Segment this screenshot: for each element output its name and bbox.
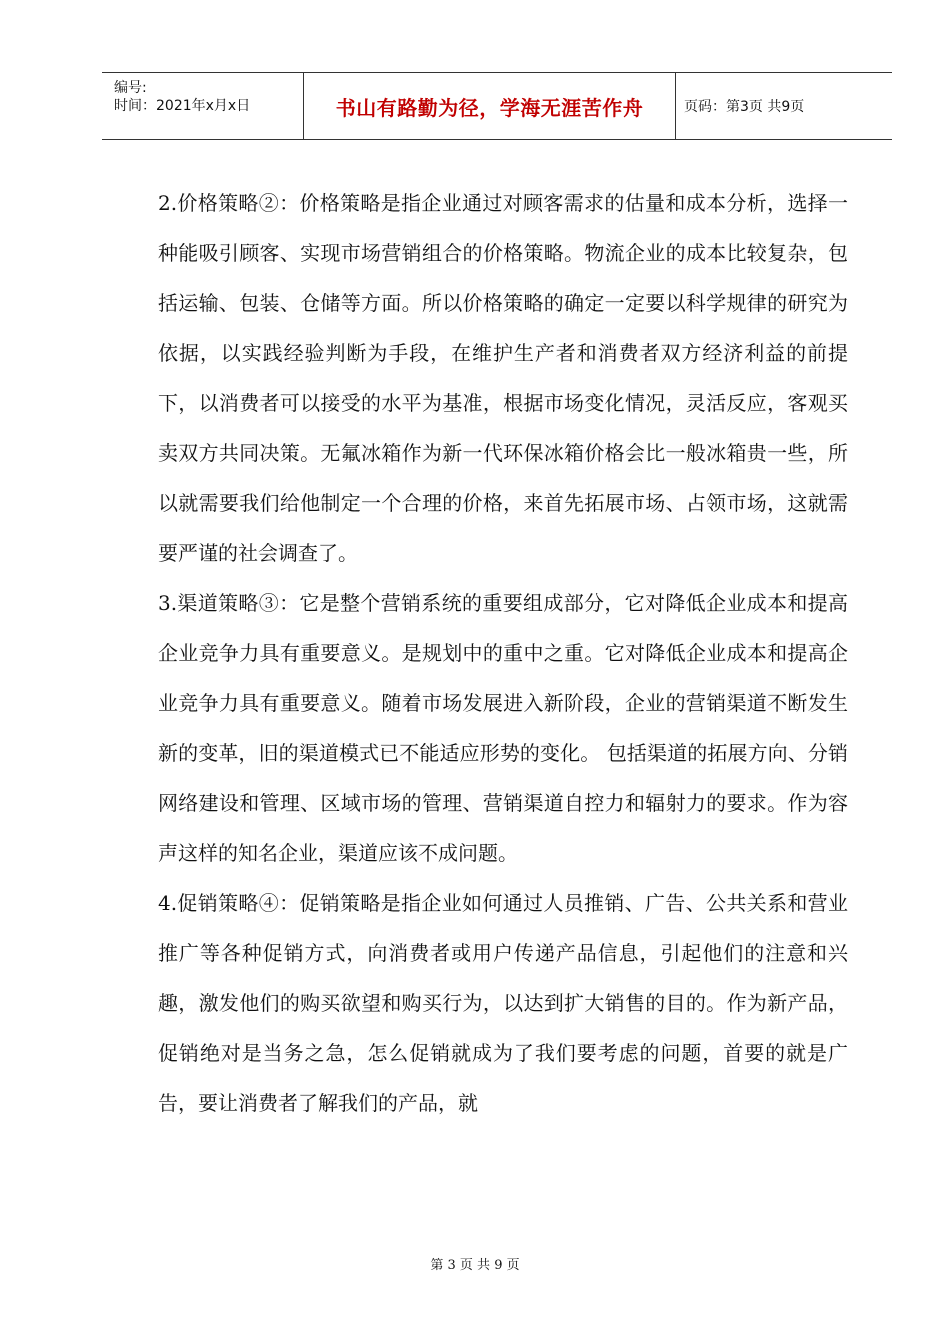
header-motto: 书山有路勤为径，学海无涯苦作舟 xyxy=(304,73,676,139)
page-footer: 第 3 页 共 9 页 xyxy=(430,1258,520,1273)
header-meta xyxy=(102,73,304,139)
paragraph-channel-strategy: 3.渠道策略③：它是整个营销系统的重要组成部分，它对降低企业成本和提高企业竞争力具有重要意义。是规划中的重中之重。它对降低企业成本和提高企业竞争力具有重要意义。随着市场发展进入新阶段，企业的营销渠道不断发生新的变革，旧的渠道模式已不能适应形势的变化。 包括渠道的拓展方向、分销网络建设和管理、区域市场的管理、营销渠道自控力和辐射力的要求。作为容声这样的知名企业，渠道应该不成问题。 xyxy=(158,591,848,865)
page-header xyxy=(102,72,892,140)
paragraph-promotion-strategy: 4.促销策略④：促销策略是指企业如何通过人员推销、广告、公共关系和营业推广等各种促销方式，向消费者或用户传递产品信息，引起他们的注意和兴趣，激发他们的购买欲望和购买行为，以达到扩大销售的目的。作为新产品，促销绝对是当务之急，怎么促销就成为了我们要考虑的问题，首要的就是广告，要让消费者了解我们的产品，就 xyxy=(158,891,848,1115)
header-page-number: 页码：第3页 共9页 xyxy=(684,99,805,115)
document-body xyxy=(158,178,848,1128)
time-label: 时间：2021年x月x日 xyxy=(114,98,251,114)
serial-label: 编号: xyxy=(114,80,147,96)
paragraph-price-strategy: 2.价格策略②：价格策略是指企业通过对顾客需求的估量和成本分析，选择一种能吸引顾客、实现市场营销组合的价格策略。物流企业的成本比较复杂，包括运输、包装、仓储等方面。所以价格策略的确定一定要以科学规律的研究为依据，以实践经验判断为手段，在维护生产者和消费者双方经济利益的前提下，以消费者可以接受的水平为基准，根据市场变化情况，灵活反应，客观买卖双方共同决策。无氟冰箱作为新一代环保冰箱价格会比一般冰箱贵一些，所以就需要我们给他制定一个合理的价格，来首先拓展市场、占领市场，这就需要严谨的社会调查了。 xyxy=(158,191,848,565)
